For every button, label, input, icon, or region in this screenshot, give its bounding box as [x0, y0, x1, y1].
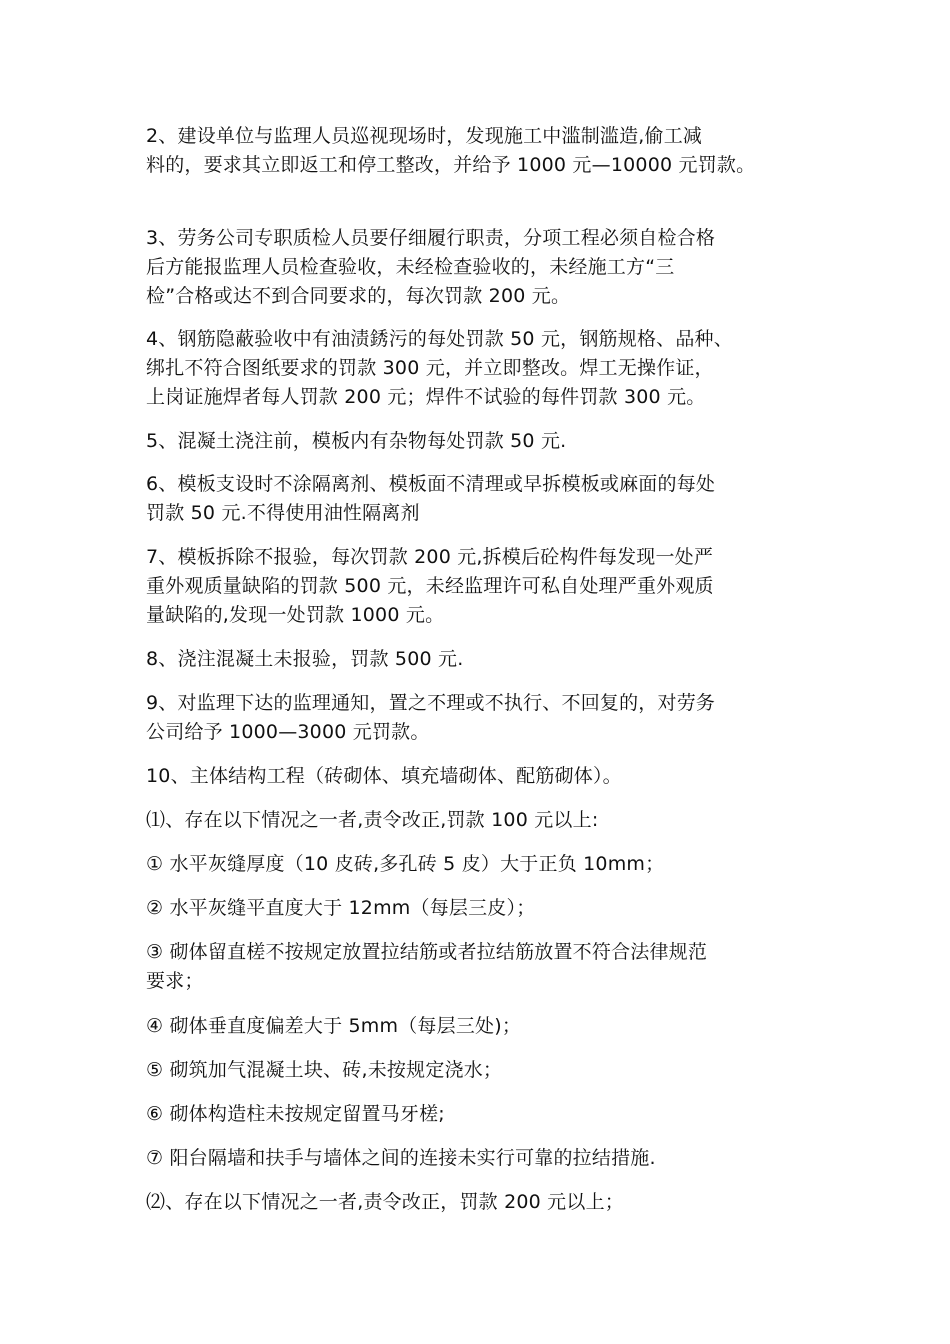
paragraph-item-3 [146, 224, 836, 311]
paragraph-line: 10、主体结构工程（砖砌体、填充墙砌体、配筋砌体）。 [146, 765, 622, 787]
paragraph-item-7 [146, 543, 836, 630]
paragraph-line: 检”合格或达不到合同要求的，每次罚款 200 元。 [146, 285, 571, 307]
paragraph-item-10 [146, 762, 836, 791]
paragraph-line: 5、混凝土浇注前，模板内有杂物每处罚款 50 元. [146, 430, 567, 452]
paragraph-item-9 [146, 689, 836, 747]
paragraph-line: 7、模板拆除不报验，每次罚款 200 元,拆模后砼构件每发现一处严 [146, 546, 714, 568]
paragraph-line: ⑴、存在以下情况之一者,责令改正,罚款 100 元以上: [146, 809, 599, 831]
paragraph-line: ④ 砌体垂直度偏差大于 5mm（每层三处)； [146, 1015, 522, 1037]
paragraph-line: 要求； [146, 970, 204, 992]
paragraph-item-2 [146, 122, 836, 180]
paragraph-line: ⑵、存在以下情况之一者,责令改正，罚款 200 元以上； [146, 1191, 624, 1213]
sub-item-1-f [146, 1100, 836, 1129]
sub-item-1 [146, 806, 836, 835]
paragraph-line: ⑦ 阳台隔墙和扶手与墙体之间的连接未实行可靠的拉结措施. [146, 1147, 656, 1169]
sub-item-1-a [146, 850, 836, 879]
paragraph-line: 后方能报监理人员检查验收，未经检查验收的，未经施工方“三 [146, 256, 675, 278]
paragraph-line: 公司给予 1000—3000 元罚款。 [146, 721, 430, 743]
paragraph-line: 3、劳务公司专职质检人员要仔细履行职责，分项工程必须自检合格 [146, 227, 716, 249]
paragraph-line: ③ 砌体留直槎不按规定放置拉结筋或者拉结筋放置不符合法律规范 [146, 941, 708, 963]
paragraph-line: 绑扎不符合图纸要求的罚款 300 元，并立即整改。焊工无操作证， [146, 357, 714, 379]
paragraph-line: ⑤ 砌筑加气混凝土块、砖,未按规定浇水； [146, 1059, 503, 1081]
paragraph-item-8 [146, 645, 836, 674]
sub-item-1-c [146, 938, 836, 996]
paragraph-line: ② 水平灰缝平直度大于 12mm（每层三皮）； [146, 897, 536, 919]
sub-item-2 [146, 1188, 836, 1217]
paragraph-item-6 [146, 470, 836, 528]
sub-item-1-e [146, 1056, 836, 1085]
paragraph-line: ① 水平灰缝厚度（10 皮砖,多孔砖 5 皮）大于正负 10mm； [146, 853, 665, 875]
paragraph-line: 重外观质量缺陷的罚款 500 元，未经监理许可私自处理严重外观质 [146, 575, 714, 597]
paragraph-line: 量缺陷的,发现一处罚款 1000 元。 [146, 604, 445, 626]
paragraph-line: 8、浇注混凝土未报验，罚款 500 元. [146, 648, 464, 670]
paragraph-line: ⑥ 砌体构造柱未按规定留置马牙槎; [146, 1103, 445, 1125]
paragraph-line: 6、模板支设时不涂隔离剂、模板面不清理或早拆模板或麻面的每处 [146, 473, 716, 495]
sub-item-1-g [146, 1144, 836, 1173]
paragraph-line: 上岗证施焊者每人罚款 200 元；焊件不试验的每件罚款 300 元。 [146, 386, 706, 408]
paragraph-item-5 [146, 427, 836, 456]
paragraph-item-4 [146, 325, 836, 412]
paragraph-line: 2、建设单位与监理人员巡视现场时，发现施工中滥制滥造,偷工减 [146, 125, 703, 147]
paragraph-line: 4、钢筋隐蔽验收中有油渍銹污的每处罚款 50 元，钢筋规格、品种、 [146, 328, 733, 350]
sub-item-1-d [146, 1012, 836, 1041]
sub-item-1-b [146, 894, 836, 923]
paragraph-line: 料的，要求其立即返工和停工整改，并给予 1000 元—10000 元罚款。 [146, 154, 756, 176]
paragraph-line: 罚款 50 元.不得使用油性隔离剂 [146, 502, 420, 524]
paragraph-line: 9、对监理下达的监理通知，置之不理或不执行、不回复的，对劳务 [146, 692, 716, 714]
